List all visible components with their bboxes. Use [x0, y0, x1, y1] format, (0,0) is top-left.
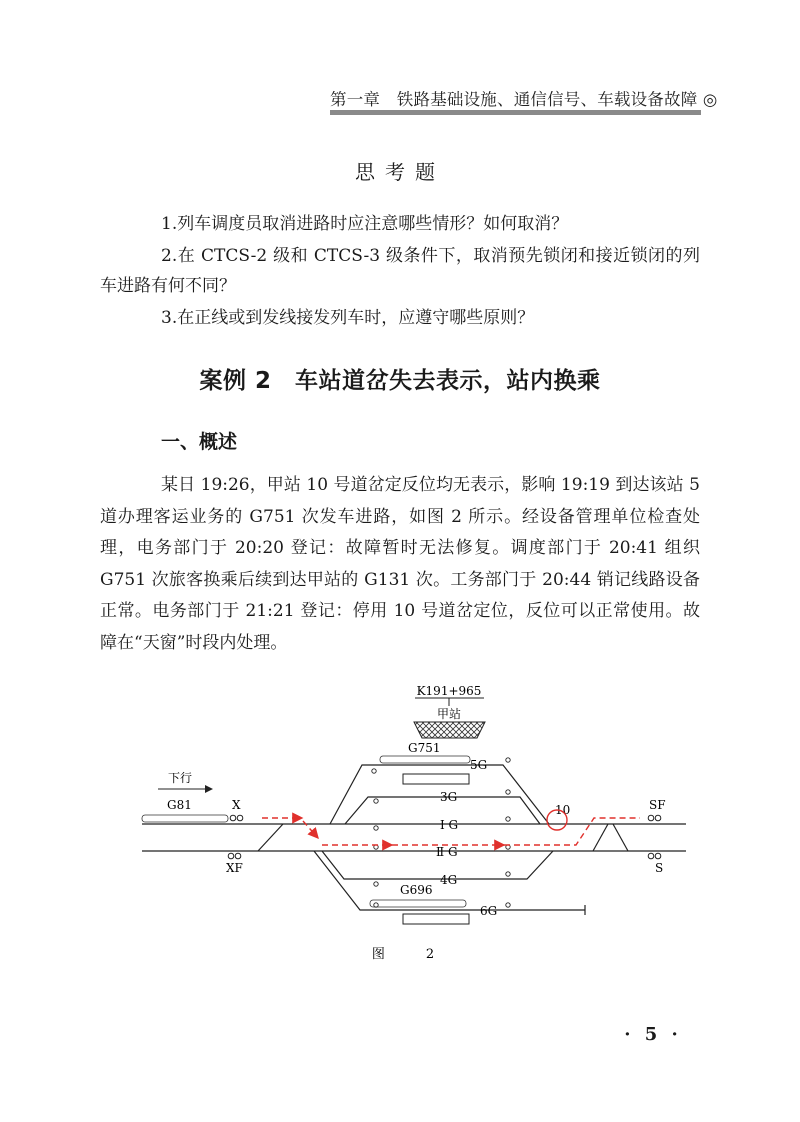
question-1: 1.列车调度员取消进路时应注意哪些情形？如何取消？	[161, 214, 569, 234]
track-label-IIG: Ⅱ G	[436, 845, 458, 859]
crossover-west	[258, 824, 283, 851]
platform-upper	[403, 774, 469, 784]
switch-number-label: 10	[555, 803, 571, 817]
section-title: 思考题	[355, 160, 445, 184]
platform-lower	[403, 914, 469, 924]
signal-SF-lamp	[655, 815, 661, 821]
case-paragraph-text: 某日 19:26，甲站 10 号道岔定反位均无表示，影响 19:19 到达该站 5 道办理客运业务的 G751 次发车进路，如图 2 所示。经设备管理单位检查处理，电务部门于 20:20 登记：故障暂时无法修复。调度部门于 20:41 组织 G751 次旅客换乘后续到达甲站的 G131 次。工务部门于 20:44 销记线路设备正常。电务部门于 21:21 登记：停用 10 号道岔定位，反位可以正常使用。故障在“天窗”时段内处理。	[100, 475, 700, 653]
signal-S-lamp	[655, 853, 661, 859]
signal-X-lamp	[237, 815, 243, 821]
track-label-5G: 5G	[470, 758, 488, 772]
crossover-east-a	[593, 824, 608, 851]
mileage-label: K191+965	[416, 684, 482, 698]
signal-S-lamp	[648, 853, 654, 859]
track-label-6G: 6G	[480, 904, 498, 918]
station-name: 甲站	[436, 707, 462, 721]
case-title: 案例 2 车站道岔失去表示，站内换乘	[199, 368, 601, 394]
train-G696	[370, 900, 466, 907]
question-2: 2.在 CTCS-2 级和 CTCS-3 级条件下，取消预先锁闭和接近锁闭的列车进路有何不同？	[100, 246, 700, 296]
signal-XF-lamp	[228, 853, 234, 859]
signal-label-XF: XF	[226, 861, 243, 875]
crossover-east-b	[613, 824, 628, 851]
signal-label-S: S	[655, 861, 664, 875]
signal-X-lamp	[230, 815, 236, 821]
track-label-4G: 4G	[440, 873, 458, 887]
page-number: · 5 ·	[624, 1024, 682, 1045]
signal-XF-lamp	[235, 853, 241, 859]
question-3: 3.在正线或到发线接发列车时，应遵守哪些原则？	[161, 308, 535, 328]
train-G751	[380, 756, 470, 763]
figure-caption: 图 2	[371, 947, 449, 962]
train-label-G81: G81	[167, 798, 192, 812]
train-label-G696: G696	[400, 883, 433, 897]
running-header: 第一章 铁路基础设施、通信信号、车载设备故障 ◎	[330, 90, 718, 109]
direction-label: 下行	[168, 771, 193, 785]
station-building	[414, 722, 485, 738]
section-heading: 一、概述	[161, 431, 238, 453]
train-G81	[142, 815, 228, 822]
train-label-G751: G751	[408, 741, 441, 755]
signal-SF-lamp	[648, 815, 654, 821]
signal-label-X: X	[232, 798, 241, 812]
signal-label-SF: SF	[649, 798, 666, 812]
track-label-IG: Ⅰ G	[440, 818, 459, 832]
track-label-3G: 3G	[440, 790, 458, 804]
